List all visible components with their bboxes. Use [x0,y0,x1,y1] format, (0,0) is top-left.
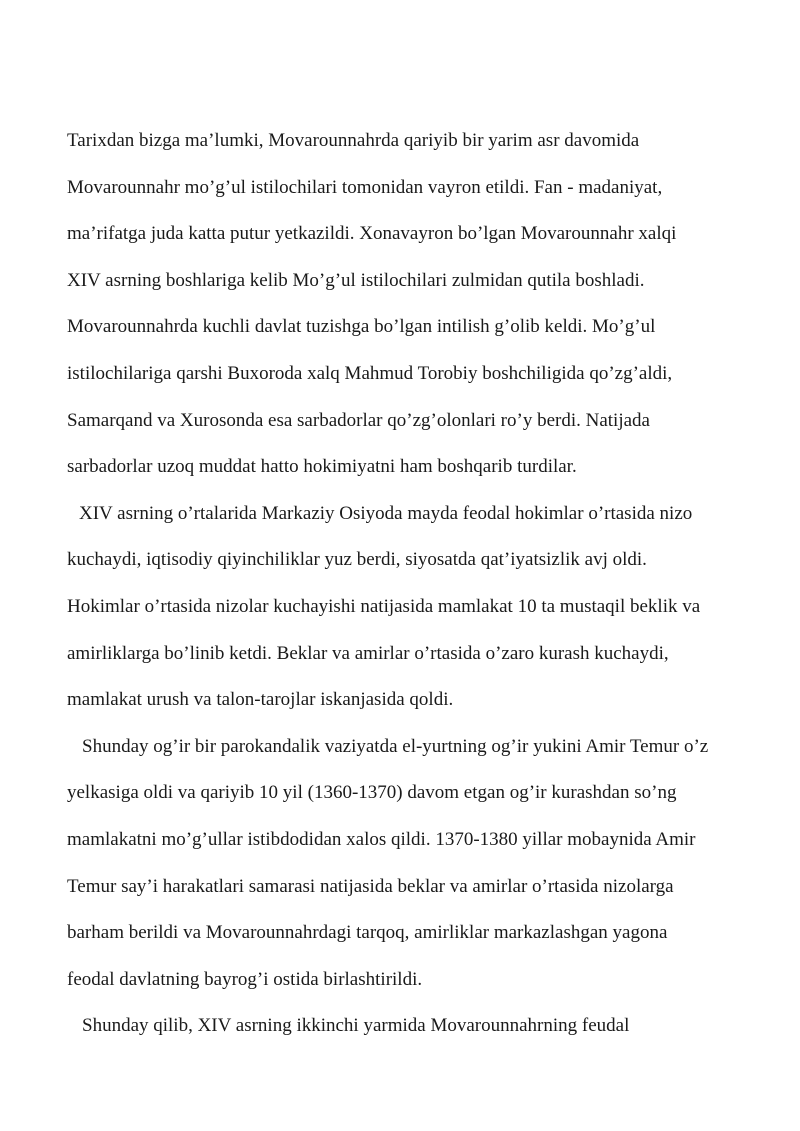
text-line: mamlakatni mo’g’ullar istibdodidan xalos qildi. 1370-1380 yillar mobaynida Amir [67,828,696,850]
text-line: barham berildi va Movarounnahrdagi tarqoq, amirliklar markazlashgan yagona [67,922,668,944]
text-line: Hokimlar o’rtasida nizolar kuchayishi natijasida mamlakat 10 ta mustaqil beklik va [67,595,701,617]
text-line: mamlakat urush va talon-tarojlar iskanjasida qoldi. [67,689,454,711]
paragraph-start-line: Shunday og’ir bir parokandalik vaziyatda el-yurtning og’ir yukini Amir Temur o’z [82,735,709,757]
text-line: amirliklarga bo’linib ketdi. Beklar va amirlar o’rtasida o’zaro kurash kuchaydi, [67,642,669,664]
text-line: ma’rifatga juda katta putur yetkazildi. Xonavayron bo’lgan Movarounnahr xalqi [67,223,677,245]
text-line: istilochilariga qarshi Buxoroda xalq Mahmud Torobiy boshchiligida qo’zg’aldi, [67,362,673,384]
text-line: kuchaydi, iqtisodiy qiyinchiliklar yuz berdi, siyosatda qat’iyatsizlik avj oldi. [67,549,647,571]
text-line: Samarqand va Xurosonda esa sarbadorlar qo’zg’olonlari ro’y berdi. Natijada [67,409,650,431]
text-line: sarbadorlar uzoq muddat hatto hokimiyatni ham boshqarib turdilar. [67,456,577,478]
paragraph-start-line: Shunday qilib, XIV asrning ikkinchi yarmida Movarounnahrning feudal [82,1015,630,1037]
document-body [67,118,767,1050]
text-line: XIV asrning boshlariga kelib Mo’g’ul istilochilari zulmidan qutila boshladi. [67,269,645,291]
paragraph-start-line: XIV asrning o’rtalarida Markaziy Osiyoda mayda feodal hokimlar o’rtasida nizo [79,502,693,524]
text-line: Tarixdan bizga ma’lumki, Movarounnahrda qariyib bir yarim asr davomida [67,130,640,151]
text-line: Temur say’i harakatlari samarasi natijasida beklar va amirlar o’rtasida nizolarga [67,875,674,897]
text-line: Movarounnahr mo’g’ul istilochilari tomonidan vayron etildi. Fan - madaniyat, [67,176,663,198]
text-line: Movarounnahrda kuchli davlat tuzishga bo’lgan intilish g’olib keldi. Mo’g’ul [67,316,656,338]
text-line: feodal davlatning bayrog’i ostida birlashtirildi. [67,968,423,990]
text-line: yelkasiga oldi va qariyib 10 yil (1360-1370) davom etgan og’ir kurashdan so’ng [67,782,677,804]
